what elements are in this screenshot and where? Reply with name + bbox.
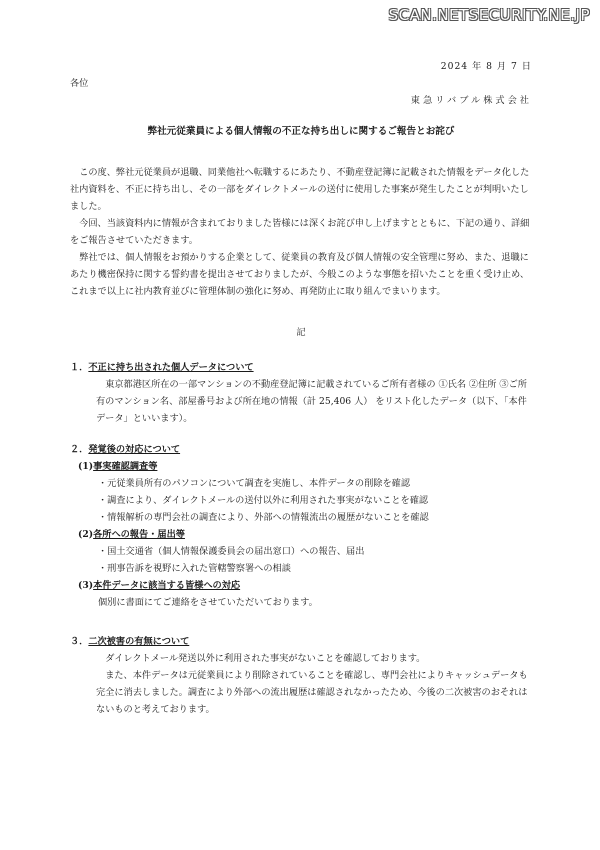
section-1-title: 不正に持ち出された個人データについて — [88, 362, 254, 373]
list-item: ・刑事告訴を視野に入れた管轄警察署への相談 — [98, 563, 291, 574]
section-2-title: 発覚後の対応について — [88, 444, 181, 455]
recipient: 各位 — [70, 78, 89, 89]
section-1-heading — [70, 359, 532, 376]
section-2 — [70, 441, 532, 611]
list-item: ・国土交通省（個人情報保護委員会の届出窓口）への報告、届出 — [98, 546, 365, 557]
subsection-1-number: (1) — [78, 461, 94, 472]
intro-paragraph: この度、弊社元従業員が退職、同業他社へ転職するにあたり、不動産登記簿に記載された情報をデータ化した社内資料を、不正に持ち出し、その一部をダイレクトメールの送付に使用した事案が発生したことが判明いたしました。 — [70, 167, 530, 212]
document-date: 2024 年 8 月 7 日 — [440, 61, 532, 72]
section-3-number: ３． — [70, 636, 89, 647]
company-name: 東急リバブル株式会社 — [410, 95, 532, 106]
section-3-title: 二次被害の有無について — [88, 636, 190, 647]
section-1-number: １． — [70, 362, 89, 373]
subsection-1-heading — [78, 458, 532, 475]
subsection-3-number: (3) — [78, 580, 94, 591]
subsection-2-number: (2) — [78, 529, 94, 540]
section-3-paragraph: また、本件データは元従業員により削除されていることを確認し、専門会社によりキャッシュデータも完全に消去しました。調査により外部への流出履歴は確認されなかったため、今後の二次被害のおそれはないものと考えております。 — [96, 670, 528, 715]
section-3-body — [70, 650, 532, 718]
section-1 — [70, 359, 532, 427]
intro-paragraph: 今回、当該資料内に情報が含まれておりました皆様には深くお詫び申し上げますとともに、下記の通り、詳細をご報告させていただきます。 — [70, 218, 530, 246]
site-watermark: SCAN.NETSECURITY.NE.JP — [388, 6, 590, 24]
section-3-paragraph: ダイレクトメール発送以外に利用された事実がないことを確認しております。 — [105, 653, 426, 664]
subsection-2-list — [70, 543, 532, 577]
ki-marker: 記 — [296, 327, 306, 338]
section-3 — [70, 633, 532, 718]
list-item: ・情報解析の専門会社の調査により、外部への情報流出の履歴がないことを確認 — [98, 512, 429, 523]
intro-section — [70, 164, 532, 300]
subsection-3-heading — [78, 577, 532, 594]
section-2-heading — [70, 441, 532, 458]
section-1-body: 東京都港区所在の一部マンションの不動産登記簿に記載されているご所有者様の ①氏名 ②住所 ③ご所有のマンション名、部屋番号および所在地の情報（計 25,406 人） をリスト化したデータ（以下、「本件データ」といいます）。 — [96, 379, 527, 424]
subsection-3-body: 個別に書面にてご連絡をさせていただいております。 — [98, 597, 318, 608]
subsection-3-title: 本件データに該当する皆様への対応 — [93, 580, 241, 591]
subsection-1-title: 事実確認調査等 — [93, 461, 158, 472]
subsection-2-title: 各所への報告・届出等 — [93, 529, 185, 540]
document-title: 弊社元従業員による個人情報の不正な持ち出しに関するご報告とお詫び — [147, 126, 455, 137]
list-item: ・元従業員所有のパソコンについて調査を実施し、本件データの削除を確認 — [98, 478, 411, 489]
section-3-heading — [70, 633, 532, 650]
intro-paragraph: 弊社では、個人情報をお預かりする企業として、従業員の教育及び個人情報の安全管理に努め、また、退職にあたり機密保持に関する誓約書を提出させておりましたが、今般このような事態を招いたことを重く受け止め、これまで以上に社内教育並びに管理体制の強化に努め、再発防止に取り組んでまいります。 — [70, 252, 530, 297]
document-page — [70, 58, 532, 718]
subsection-1-list — [70, 475, 532, 526]
list-item: ・調査により、ダイレクトメールの送付以外に利用された事実がないことを確認 — [98, 495, 429, 506]
section-2-number: ２． — [70, 444, 89, 455]
subsection-2-heading — [78, 526, 532, 543]
